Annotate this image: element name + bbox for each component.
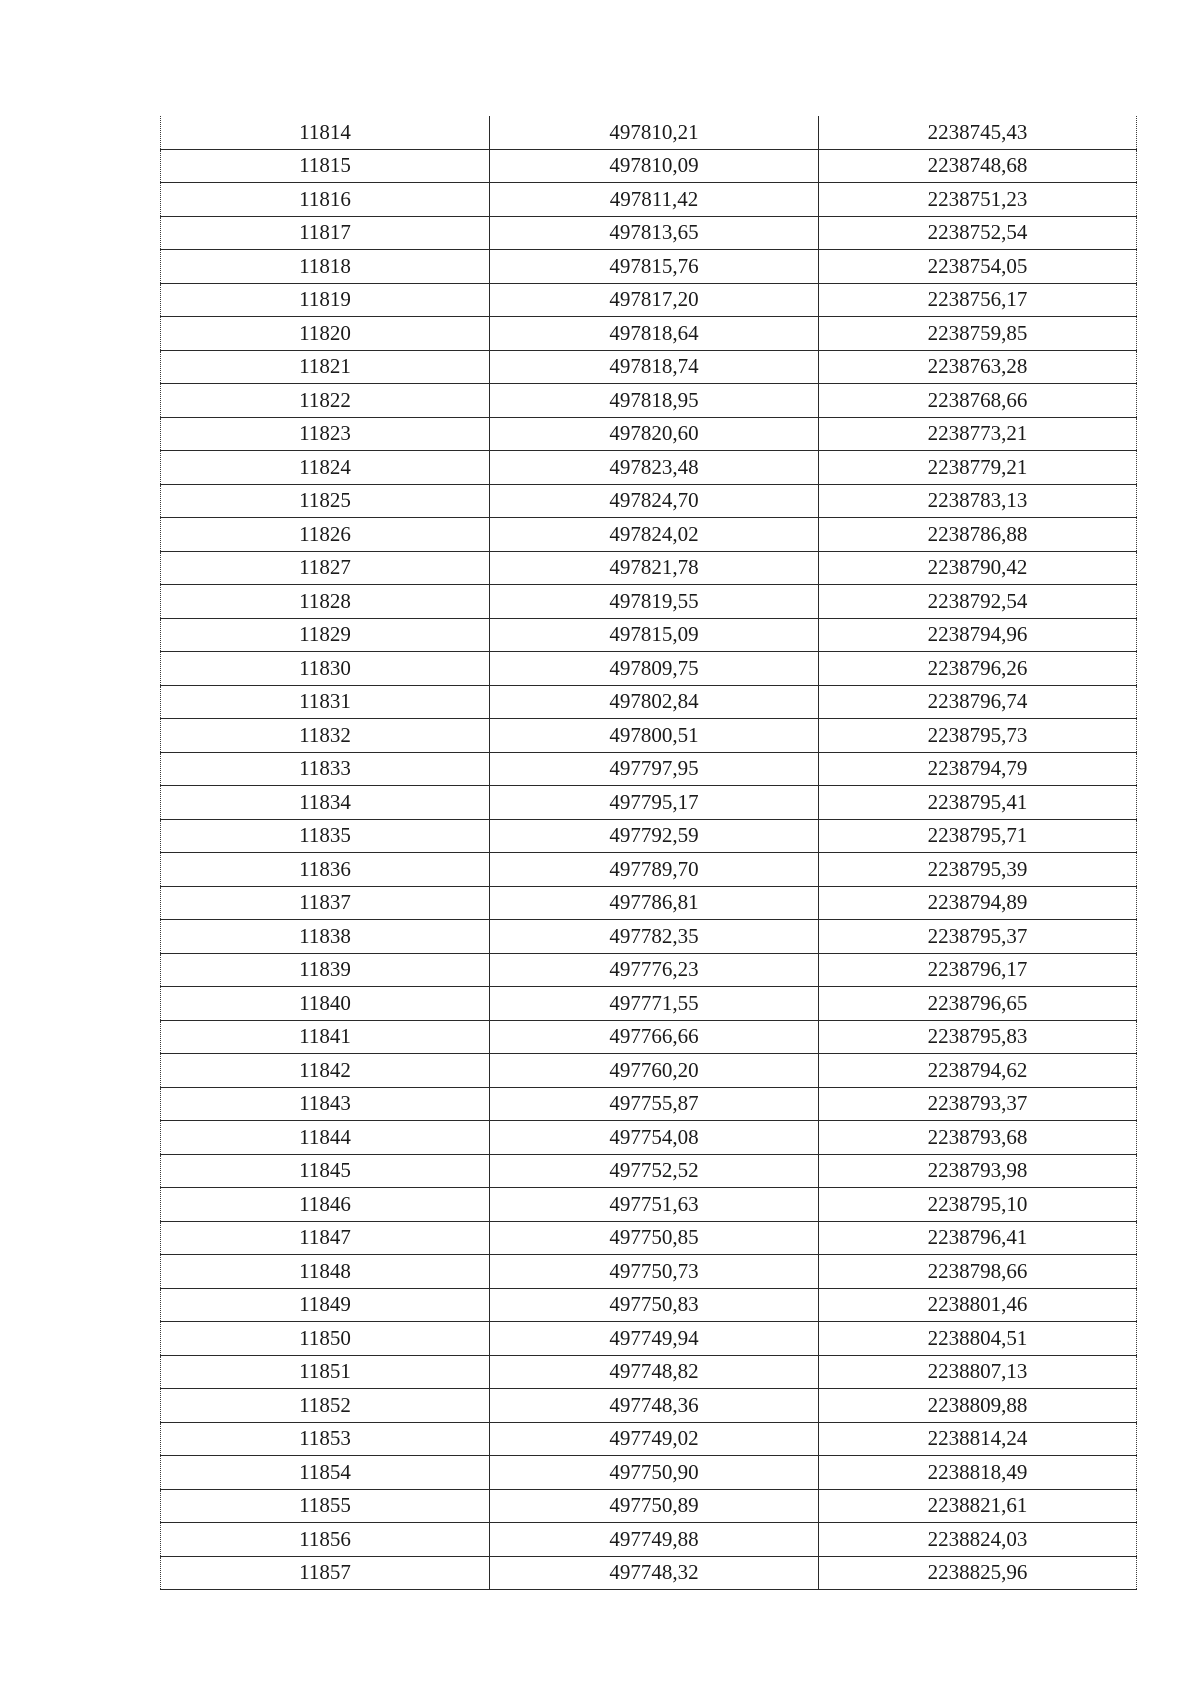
x-coordinate-cell: 497789,70 bbox=[490, 853, 819, 887]
y-coordinate-cell: 2238794,62 bbox=[819, 1054, 1137, 1088]
table-row bbox=[161, 1020, 1137, 1054]
x-coordinate-cell: 497786,81 bbox=[490, 886, 819, 920]
x-coordinate-cell: 497771,55 bbox=[490, 987, 819, 1021]
point-number-cell: 11854 bbox=[161, 1456, 490, 1490]
table-row bbox=[161, 484, 1137, 518]
table-row bbox=[161, 518, 1137, 552]
y-coordinate-cell: 2238795,37 bbox=[819, 920, 1137, 954]
y-coordinate-cell: 2238795,39 bbox=[819, 853, 1137, 887]
table-row bbox=[161, 149, 1137, 183]
point-number-cell: 11826 bbox=[161, 518, 490, 552]
table-row bbox=[161, 1322, 1137, 1356]
point-number-cell: 11842 bbox=[161, 1054, 490, 1088]
x-coordinate-cell: 497766,66 bbox=[490, 1020, 819, 1054]
point-number-cell: 11852 bbox=[161, 1389, 490, 1423]
y-coordinate-cell: 2238748,68 bbox=[819, 149, 1137, 183]
x-coordinate-cell: 497754,08 bbox=[490, 1121, 819, 1155]
point-number-cell: 11849 bbox=[161, 1288, 490, 1322]
y-coordinate-cell: 2238795,41 bbox=[819, 786, 1137, 820]
table-row bbox=[161, 987, 1137, 1021]
point-number-cell: 11819 bbox=[161, 283, 490, 317]
x-coordinate-cell: 497815,76 bbox=[490, 250, 819, 284]
point-number-cell: 11839 bbox=[161, 953, 490, 987]
x-coordinate-cell: 497824,70 bbox=[490, 484, 819, 518]
y-coordinate-cell: 2238792,54 bbox=[819, 585, 1137, 619]
table-row bbox=[161, 920, 1137, 954]
point-number-cell: 11829 bbox=[161, 618, 490, 652]
y-coordinate-cell: 2238794,89 bbox=[819, 886, 1137, 920]
point-number-cell: 11843 bbox=[161, 1087, 490, 1121]
point-number-cell: 11846 bbox=[161, 1188, 490, 1222]
table-row bbox=[161, 953, 1137, 987]
x-coordinate-cell: 497810,09 bbox=[490, 149, 819, 183]
y-coordinate-cell: 2238796,65 bbox=[819, 987, 1137, 1021]
x-coordinate-cell: 497749,02 bbox=[490, 1422, 819, 1456]
x-coordinate-cell: 497750,83 bbox=[490, 1288, 819, 1322]
x-coordinate-cell: 497817,20 bbox=[490, 283, 819, 317]
y-coordinate-cell: 2238796,74 bbox=[819, 685, 1137, 719]
point-number-cell: 11841 bbox=[161, 1020, 490, 1054]
point-number-cell: 11844 bbox=[161, 1121, 490, 1155]
y-coordinate-cell: 2238793,68 bbox=[819, 1121, 1137, 1155]
point-number-cell: 11815 bbox=[161, 149, 490, 183]
point-number-cell: 11835 bbox=[161, 819, 490, 853]
y-coordinate-cell: 2238825,96 bbox=[819, 1556, 1137, 1590]
table-row bbox=[161, 886, 1137, 920]
x-coordinate-cell: 497752,52 bbox=[490, 1154, 819, 1188]
x-coordinate-cell: 497824,02 bbox=[490, 518, 819, 552]
y-coordinate-cell: 2238814,24 bbox=[819, 1422, 1137, 1456]
y-coordinate-cell: 2238795,71 bbox=[819, 819, 1137, 853]
point-number-cell: 11836 bbox=[161, 853, 490, 887]
table-row bbox=[161, 1489, 1137, 1523]
x-coordinate-cell: 497818,64 bbox=[490, 317, 819, 351]
point-number-cell: 11845 bbox=[161, 1154, 490, 1188]
y-coordinate-cell: 2238798,66 bbox=[819, 1255, 1137, 1289]
y-coordinate-cell: 2238795,73 bbox=[819, 719, 1137, 753]
point-number-cell: 11825 bbox=[161, 484, 490, 518]
point-number-cell: 11822 bbox=[161, 384, 490, 418]
table-row bbox=[161, 317, 1137, 351]
y-coordinate-cell: 2238751,23 bbox=[819, 183, 1137, 217]
x-coordinate-cell: 497751,63 bbox=[490, 1188, 819, 1222]
table-row bbox=[161, 819, 1137, 853]
y-coordinate-cell: 2238763,28 bbox=[819, 350, 1137, 384]
x-coordinate-cell: 497750,89 bbox=[490, 1489, 819, 1523]
coordinates-table bbox=[160, 116, 1137, 1590]
x-coordinate-cell: 497819,55 bbox=[490, 585, 819, 619]
table-row bbox=[161, 1154, 1137, 1188]
table-row bbox=[161, 685, 1137, 719]
table-row bbox=[161, 1087, 1137, 1121]
table-row bbox=[161, 719, 1137, 753]
x-coordinate-cell: 497749,88 bbox=[490, 1523, 819, 1557]
y-coordinate-cell: 2238795,83 bbox=[819, 1020, 1137, 1054]
point-number-cell: 11831 bbox=[161, 685, 490, 719]
x-coordinate-cell: 497815,09 bbox=[490, 618, 819, 652]
point-number-cell: 11817 bbox=[161, 216, 490, 250]
x-coordinate-cell: 497748,32 bbox=[490, 1556, 819, 1590]
table-row bbox=[161, 451, 1137, 485]
table-row bbox=[161, 618, 1137, 652]
table-row bbox=[161, 384, 1137, 418]
y-coordinate-cell: 2238794,96 bbox=[819, 618, 1137, 652]
y-coordinate-cell: 2238752,54 bbox=[819, 216, 1137, 250]
point-number-cell: 11851 bbox=[161, 1355, 490, 1389]
table-row bbox=[161, 1255, 1137, 1289]
table-row bbox=[161, 350, 1137, 384]
x-coordinate-cell: 497811,42 bbox=[490, 183, 819, 217]
table-row bbox=[161, 1523, 1137, 1557]
table-row bbox=[161, 216, 1137, 250]
table-row bbox=[161, 1456, 1137, 1490]
point-number-cell: 11830 bbox=[161, 652, 490, 686]
x-coordinate-cell: 497818,95 bbox=[490, 384, 819, 418]
x-coordinate-cell: 497749,94 bbox=[490, 1322, 819, 1356]
point-number-cell: 11834 bbox=[161, 786, 490, 820]
x-coordinate-cell: 497750,90 bbox=[490, 1456, 819, 1490]
y-coordinate-cell: 2238756,17 bbox=[819, 283, 1137, 317]
x-coordinate-cell: 497820,60 bbox=[490, 417, 819, 451]
x-coordinate-cell: 497802,84 bbox=[490, 685, 819, 719]
point-number-cell: 11856 bbox=[161, 1523, 490, 1557]
y-coordinate-cell: 2238796,41 bbox=[819, 1221, 1137, 1255]
y-coordinate-cell: 2238796,26 bbox=[819, 652, 1137, 686]
x-coordinate-cell: 497797,95 bbox=[490, 752, 819, 786]
y-coordinate-cell: 2238793,98 bbox=[819, 1154, 1137, 1188]
y-coordinate-cell: 2238804,51 bbox=[819, 1322, 1137, 1356]
point-number-cell: 11840 bbox=[161, 987, 490, 1021]
table-row bbox=[161, 1221, 1137, 1255]
point-number-cell: 11837 bbox=[161, 886, 490, 920]
point-number-cell: 11824 bbox=[161, 451, 490, 485]
table-row bbox=[161, 1188, 1137, 1222]
point-number-cell: 11828 bbox=[161, 585, 490, 619]
x-coordinate-cell: 497776,23 bbox=[490, 953, 819, 987]
point-number-cell: 11853 bbox=[161, 1422, 490, 1456]
x-coordinate-cell: 497755,87 bbox=[490, 1087, 819, 1121]
table-row bbox=[161, 1355, 1137, 1389]
point-number-cell: 11838 bbox=[161, 920, 490, 954]
x-coordinate-cell: 497809,75 bbox=[490, 652, 819, 686]
x-coordinate-cell: 497810,21 bbox=[490, 116, 819, 149]
y-coordinate-cell: 2238818,49 bbox=[819, 1456, 1137, 1490]
table-row bbox=[161, 183, 1137, 217]
table-row bbox=[161, 1288, 1137, 1322]
table-row bbox=[161, 417, 1137, 451]
point-number-cell: 11855 bbox=[161, 1489, 490, 1523]
y-coordinate-cell: 2238824,03 bbox=[819, 1523, 1137, 1557]
y-coordinate-cell: 2238768,66 bbox=[819, 384, 1137, 418]
x-coordinate-cell: 497813,65 bbox=[490, 216, 819, 250]
table-row bbox=[161, 1054, 1137, 1088]
table-row bbox=[161, 551, 1137, 585]
x-coordinate-cell: 497782,35 bbox=[490, 920, 819, 954]
point-number-cell: 11814 bbox=[161, 116, 490, 149]
table-row bbox=[161, 652, 1137, 686]
table-row bbox=[161, 752, 1137, 786]
table-row bbox=[161, 1121, 1137, 1155]
table-row bbox=[161, 283, 1137, 317]
x-coordinate-cell: 497748,82 bbox=[490, 1355, 819, 1389]
x-coordinate-cell: 497818,74 bbox=[490, 350, 819, 384]
y-coordinate-cell: 2238759,85 bbox=[819, 317, 1137, 351]
x-coordinate-cell: 497795,17 bbox=[490, 786, 819, 820]
x-coordinate-cell: 497823,48 bbox=[490, 451, 819, 485]
y-coordinate-cell: 2238745,43 bbox=[819, 116, 1137, 149]
table-row bbox=[161, 1389, 1137, 1423]
point-number-cell: 11857 bbox=[161, 1556, 490, 1590]
y-coordinate-cell: 2238796,17 bbox=[819, 953, 1137, 987]
x-coordinate-cell: 497821,78 bbox=[490, 551, 819, 585]
x-coordinate-cell: 497760,20 bbox=[490, 1054, 819, 1088]
point-number-cell: 11833 bbox=[161, 752, 490, 786]
point-number-cell: 11850 bbox=[161, 1322, 490, 1356]
y-coordinate-cell: 2238821,61 bbox=[819, 1489, 1137, 1523]
point-number-cell: 11816 bbox=[161, 183, 490, 217]
y-coordinate-cell: 2238794,79 bbox=[819, 752, 1137, 786]
y-coordinate-cell: 2238807,13 bbox=[819, 1355, 1137, 1389]
y-coordinate-cell: 2238809,88 bbox=[819, 1389, 1137, 1423]
x-coordinate-cell: 497800,51 bbox=[490, 719, 819, 753]
point-number-cell: 11832 bbox=[161, 719, 490, 753]
coordinates-table-body bbox=[161, 116, 1137, 1590]
y-coordinate-cell: 2238801,46 bbox=[819, 1288, 1137, 1322]
y-coordinate-cell: 2238790,42 bbox=[819, 551, 1137, 585]
point-number-cell: 11821 bbox=[161, 350, 490, 384]
table-row bbox=[161, 1556, 1137, 1590]
y-coordinate-cell: 2238786,88 bbox=[819, 518, 1137, 552]
point-number-cell: 11827 bbox=[161, 551, 490, 585]
point-number-cell: 11818 bbox=[161, 250, 490, 284]
y-coordinate-cell: 2238795,10 bbox=[819, 1188, 1137, 1222]
point-number-cell: 11847 bbox=[161, 1221, 490, 1255]
point-number-cell: 11820 bbox=[161, 317, 490, 351]
table-row bbox=[161, 585, 1137, 619]
x-coordinate-cell: 497750,85 bbox=[490, 1221, 819, 1255]
y-coordinate-cell: 2238783,13 bbox=[819, 484, 1137, 518]
table-row bbox=[161, 116, 1137, 149]
table-row bbox=[161, 1422, 1137, 1456]
y-coordinate-cell: 2238773,21 bbox=[819, 417, 1137, 451]
y-coordinate-cell: 2238793,37 bbox=[819, 1087, 1137, 1121]
point-number-cell: 11823 bbox=[161, 417, 490, 451]
x-coordinate-cell: 497748,36 bbox=[490, 1389, 819, 1423]
table-row bbox=[161, 250, 1137, 284]
table-row bbox=[161, 786, 1137, 820]
x-coordinate-cell: 497750,73 bbox=[490, 1255, 819, 1289]
y-coordinate-cell: 2238754,05 bbox=[819, 250, 1137, 284]
y-coordinate-cell: 2238779,21 bbox=[819, 451, 1137, 485]
table-row bbox=[161, 853, 1137, 887]
point-number-cell: 11848 bbox=[161, 1255, 490, 1289]
x-coordinate-cell: 497792,59 bbox=[490, 819, 819, 853]
